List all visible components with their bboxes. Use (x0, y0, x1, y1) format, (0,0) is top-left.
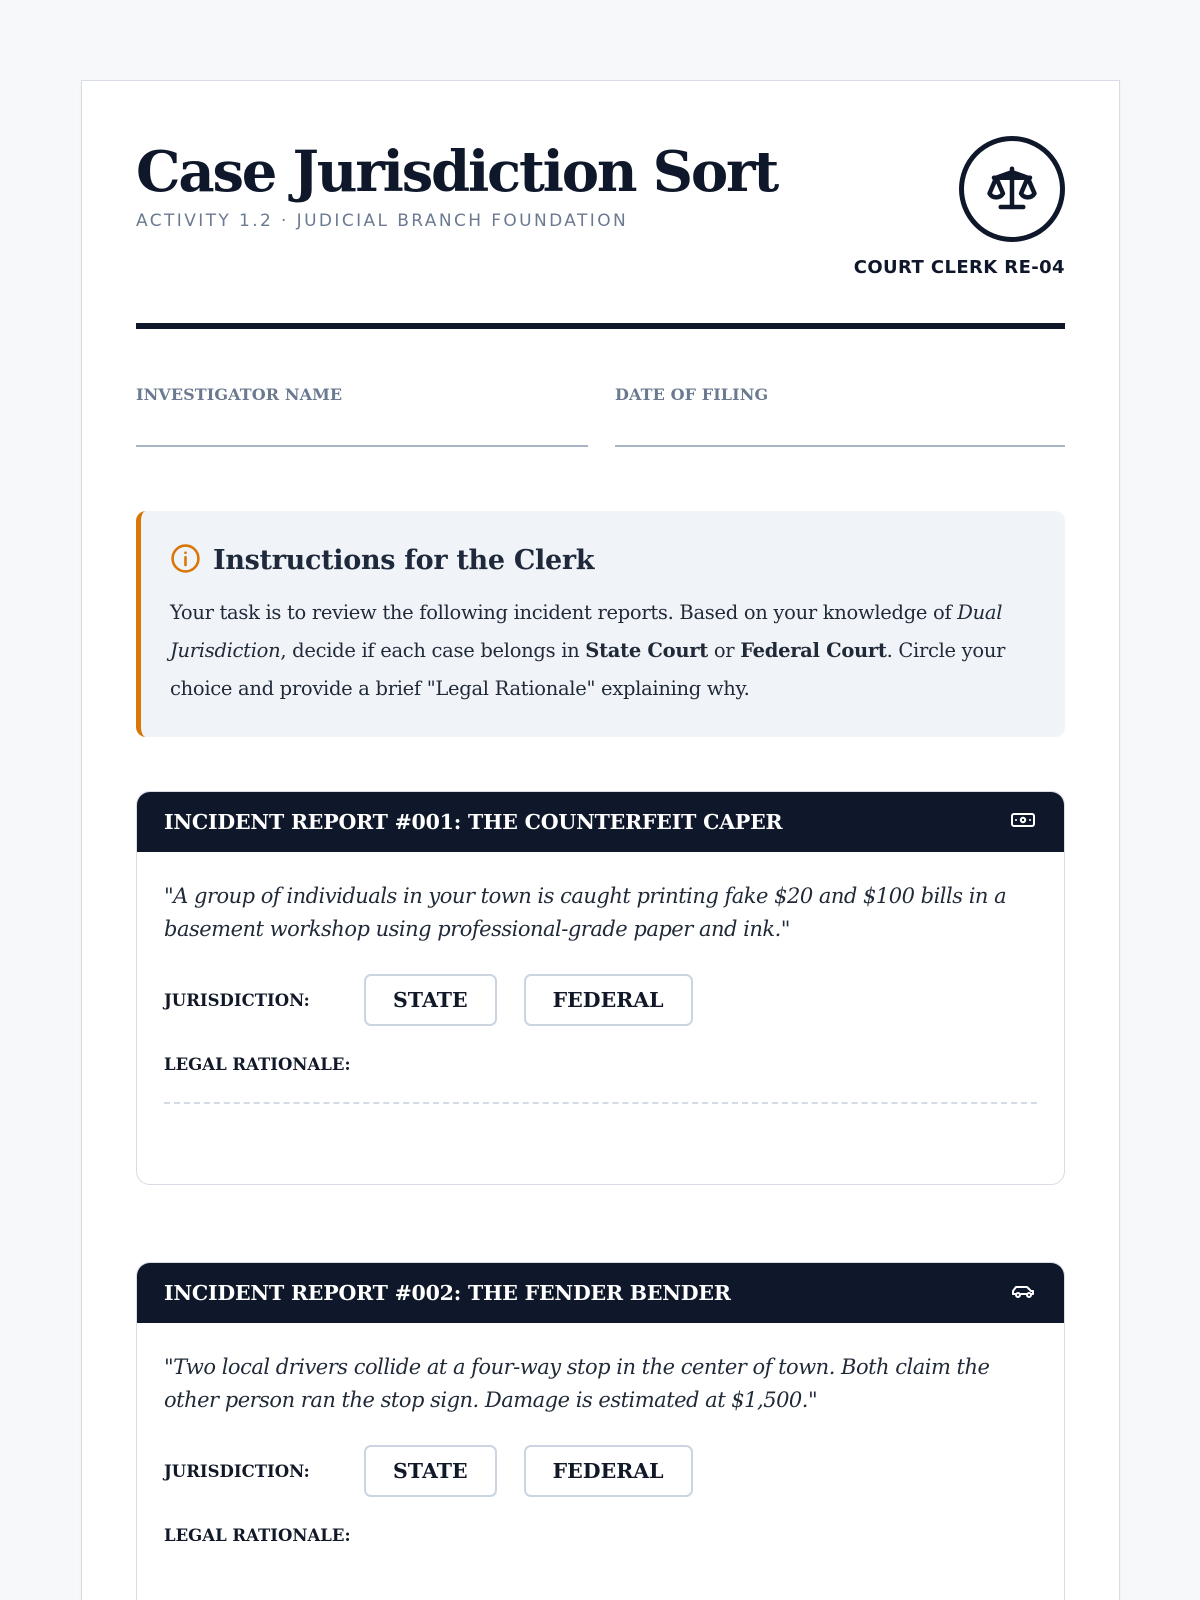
activity-subtitle: ACTIVITY 1.2 · JUDICIAL BRANCH FOUNDATION (136, 211, 629, 231)
jurisdiction-label: JURISDICTION: (164, 990, 310, 1010)
investigator-name-field[interactable] (136, 385, 588, 404)
clerk-id: COURT CLERK RE-04 (853, 257, 1065, 278)
investigator-name-label: INVESTIGATOR NAME (136, 385, 343, 404)
jurisdiction-row (164, 974, 1037, 1026)
banknote-icon (1010, 810, 1036, 834)
date-of-filing-line[interactable] (615, 445, 1065, 447)
jurisdiction-label: JURISDICTION: (164, 1461, 310, 1481)
instructions-text: Your task is to review the following incident reports. Based on your knowledge of Dual Jurisdiction, decide if each case belongs in State Court or Federal Court. Circle your choice and provide a brief "Legal Rationale" explaining why. (170, 601, 1006, 700)
scales-of-justice-icon (959, 136, 1065, 242)
date-of-filing-field[interactable] (615, 385, 1065, 404)
incident-report-header (137, 792, 1064, 852)
date-of-filing-label: DATE OF FILING (615, 385, 769, 404)
federal-option-button[interactable]: FEDERAL (524, 974, 693, 1026)
incident-report-body (137, 852, 1064, 1074)
worksheet-page (81, 80, 1120, 1600)
incident-description: "A group of individuals in your town is caught printing fake $20 and $100 bills in a basement workshop using professional-grade paper and ink." (164, 884, 1007, 941)
jurisdiction-row (164, 1445, 1037, 1497)
instructions-panel (136, 511, 1065, 737)
instructions-header (170, 543, 1035, 578)
incident-report-card (136, 791, 1065, 1185)
instructions-title: Instructions for the Clerk (213, 545, 595, 576)
federal-court-term: Federal Court (740, 639, 887, 662)
dual-jurisdiction-term: Dual Jurisdiction (170, 601, 1003, 662)
state-option-button[interactable]: STATE (364, 1445, 497, 1497)
incident-description: "Two local drivers collide at a four-way stop in the center of town. Both claim the other person ran the stop sign. Damage is estimated at $1,500." (164, 1355, 990, 1412)
incident-report-header (137, 1263, 1064, 1323)
federal-option-button[interactable]: FEDERAL (524, 1445, 693, 1497)
investigator-name-line[interactable] (136, 445, 588, 447)
state-option-button[interactable]: STATE (364, 974, 497, 1026)
legal-rationale-label: LEGAL RATIONALE: (164, 1055, 351, 1074)
header-divider (136, 323, 1065, 329)
info-icon (170, 543, 201, 578)
page-title: Case Jurisdiction Sort (136, 139, 778, 205)
state-court-term: State Court (585, 639, 708, 662)
legal-rationale-line[interactable] (164, 1102, 1037, 1104)
incident-report-body (137, 1323, 1064, 1545)
incident-report-title: INCIDENT REPORT #001: THE COUNTERFEIT CAPER (164, 810, 783, 834)
incident-report-title: INCIDENT REPORT #002: THE FENDER BENDER (164, 1281, 731, 1305)
incident-report-card (136, 1262, 1065, 1600)
legal-rationale-label: LEGAL RATIONALE: (164, 1526, 351, 1545)
car-icon (1010, 1281, 1036, 1305)
